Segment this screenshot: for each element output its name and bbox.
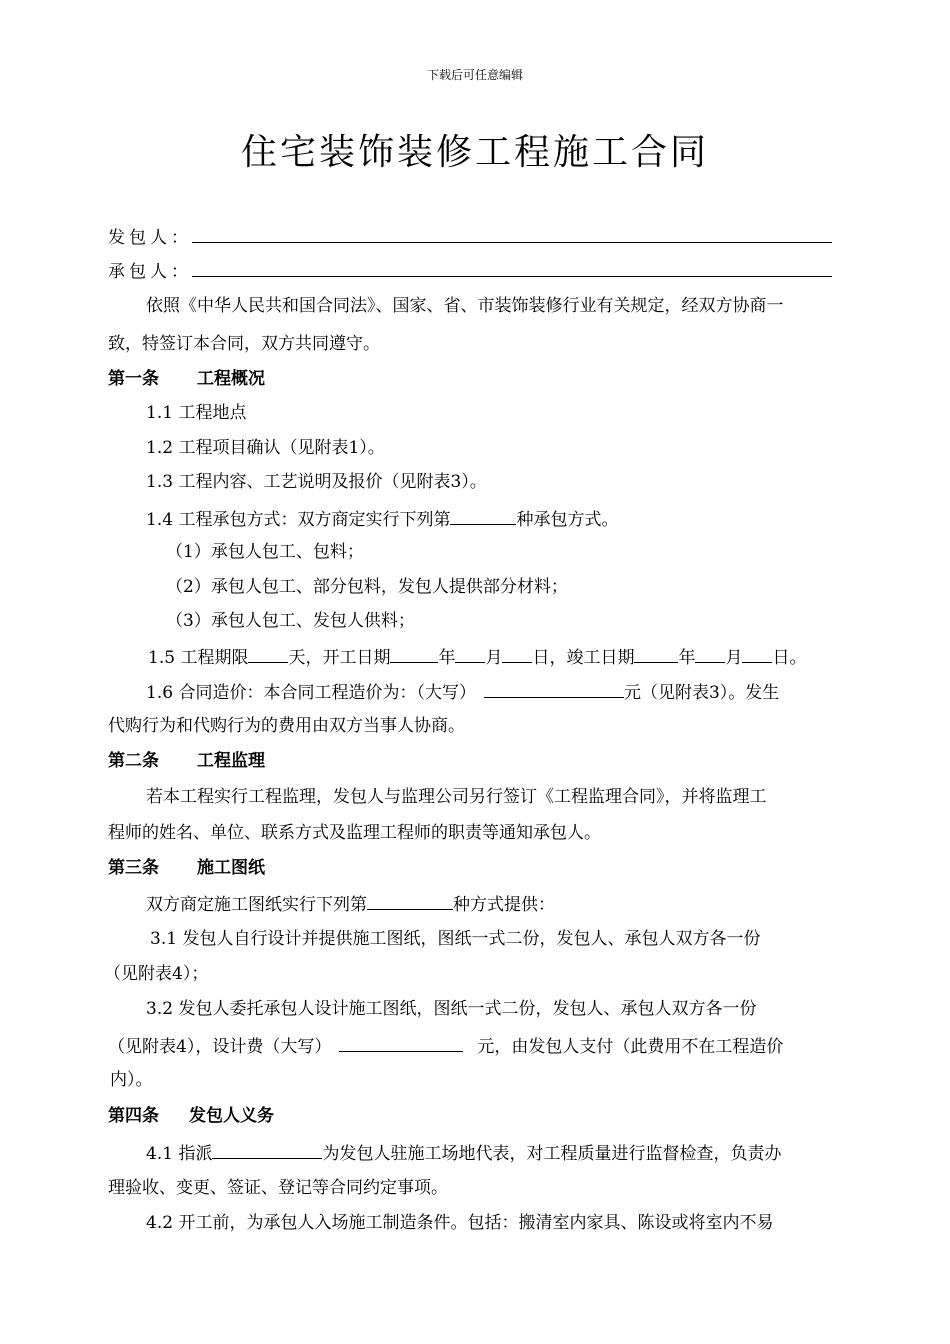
clause-text: 日。 bbox=[772, 648, 807, 668]
intro-line-1: 依照《中华人民共和国合同法》、国家、省、市装饰装修行业有关规定，经双方协商一 bbox=[146, 296, 784, 316]
clause-text: 日，竣工日期 bbox=[532, 648, 635, 668]
article-title: 施工图纸 bbox=[197, 858, 265, 878]
clause-1-3: 1.3 工程内容、工艺说明及报价（见附表3）。 bbox=[146, 472, 487, 492]
article-1-heading bbox=[108, 368, 265, 390]
clause-text: 种方式提供： bbox=[453, 895, 555, 915]
option-2: （2）承包人包工、部分包料，发包人提供部分材料； bbox=[166, 577, 568, 597]
clause-text: 双方商定施工图纸实行下列第 bbox=[146, 895, 367, 915]
fill-blank bbox=[484, 680, 624, 698]
clause-text: 4.1 指派 bbox=[146, 1144, 213, 1164]
clause-3-2-cont bbox=[108, 1034, 783, 1058]
article-number: 第二条 bbox=[108, 751, 159, 771]
clause-text: 元，由发包人支付（此费用不在工程造价 bbox=[477, 1037, 784, 1057]
fill-blank bbox=[339, 1034, 463, 1052]
clause-text: 月 bbox=[725, 648, 743, 668]
clause-text: （见附表4），设计费（大写） bbox=[108, 1037, 332, 1057]
clause-text: 1.6 合同造价：本合同工程造价为：（大写） bbox=[146, 683, 476, 703]
fill-blank bbox=[742, 645, 772, 663]
party-b-row bbox=[108, 261, 832, 283]
article-4-heading bbox=[108, 1105, 274, 1127]
clause-3-1: 3.1 发包人自行设计并提供施工图纸，图纸一式二份，发包人、承包人双方各一份 bbox=[150, 929, 761, 949]
party-b-blank bbox=[192, 262, 832, 277]
party-b-label: 承包人： bbox=[108, 262, 192, 282]
clause-text: 1.4 工程承包方式：双方商定实行下列第 bbox=[146, 510, 451, 530]
clause-3-2: 3.2 发包人委托承包人设计施工图纸，图纸一式二份，发包人、承包人双方各一份 bbox=[146, 999, 757, 1019]
article-2-para-2: 程师的姓名、单位、联系方式及监理工程师的职责等通知承包人。 bbox=[108, 823, 601, 843]
clause-1-6-cont: 代购行为和代购行为的费用由双方当事人协商。 bbox=[108, 716, 465, 736]
clause-1-4 bbox=[146, 507, 618, 531]
fill-blank bbox=[450, 507, 516, 525]
article-2-heading bbox=[108, 750, 265, 772]
clause-text: 元（见附表3）。发生 bbox=[623, 683, 780, 703]
clause-4-1-cont: 理验收、变更、签证、登记等合同约定事项。 bbox=[108, 1178, 448, 1198]
article-2-para-1: 若本工程实行工程监理，发包人与监理公司另行签订《工程监理合同》，并将监理工 bbox=[146, 787, 767, 807]
intro-line-2: 致，特签订本合同，双方共同遵守。 bbox=[108, 334, 380, 354]
clause-text: 年 bbox=[678, 648, 696, 668]
fill-blank bbox=[634, 645, 678, 663]
article-number: 第三条 bbox=[108, 858, 159, 878]
article-3-heading bbox=[108, 857, 265, 879]
page-header: 下载后可任意编辑 bbox=[426, 68, 523, 82]
clause-1-6 bbox=[146, 680, 779, 704]
fill-blank bbox=[248, 645, 288, 663]
article-title: 工程概况 bbox=[197, 369, 265, 389]
article-number: 第一条 bbox=[108, 369, 159, 389]
party-a-row bbox=[108, 227, 832, 249]
article-title: 工程监理 bbox=[197, 751, 265, 771]
clause-4-1 bbox=[146, 1141, 781, 1165]
clause-text: 1.5 工程期限 bbox=[148, 648, 249, 668]
option-1: （1）承包人包工、包料； bbox=[166, 542, 364, 562]
clause-text: 种承包方式。 bbox=[516, 510, 619, 530]
document-title: 住宅装饰装修工程施工合同 bbox=[240, 132, 709, 173]
fill-blank bbox=[367, 892, 453, 910]
clause-text: 月 bbox=[485, 648, 503, 668]
clause-4-2: 4.2 开工前，为承包人入场施工制造条件。包括：搬清室内家具、陈设或将室内不易 bbox=[146, 1213, 774, 1233]
fill-blank bbox=[212, 1141, 322, 1159]
party-a-label: 发包人： bbox=[108, 228, 192, 248]
clause-text: 年 bbox=[438, 648, 456, 668]
party-a-blank bbox=[192, 228, 832, 243]
clause-text: 为发包人驻施工场地代表，对工程质量进行监督检查，负责办 bbox=[322, 1144, 782, 1164]
option-3: （3）承包人包工、发包人供料； bbox=[166, 611, 415, 631]
fill-blank bbox=[455, 645, 485, 663]
article-title: 发包人义务 bbox=[189, 1106, 274, 1126]
clause-3-1-cont: （见附表4）； bbox=[104, 964, 209, 984]
article-number: 第四条 bbox=[108, 1106, 159, 1126]
clause-3-2-end: 内）。 bbox=[110, 1070, 153, 1090]
clause-text: 天，开工日期 bbox=[288, 648, 391, 668]
article-3-para-1 bbox=[146, 892, 555, 916]
clause-1-2: 1.2 工程项目确认（见附表1）。 bbox=[146, 438, 385, 458]
fill-blank bbox=[695, 645, 725, 663]
clause-1-1: 1.1 工程地点 bbox=[146, 403, 247, 423]
fill-blank bbox=[390, 645, 438, 663]
fill-blank bbox=[502, 645, 532, 663]
clause-1-5 bbox=[148, 645, 806, 669]
